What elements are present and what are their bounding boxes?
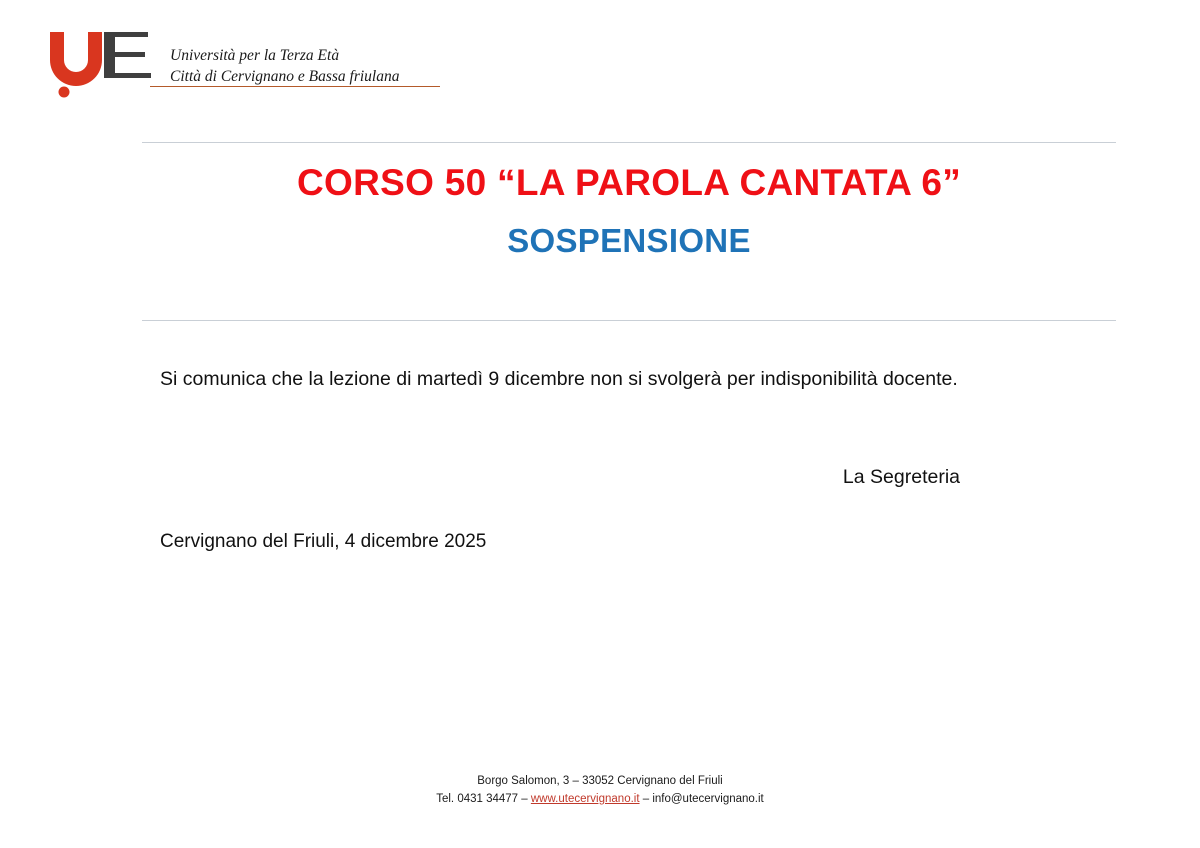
- footer-website-link[interactable]: www.utecervignano.it: [530, 792, 640, 805]
- footer-contacts: [0, 791, 1200, 809]
- page-title: CORSO 50 “LA PAROLA CANTATA 6”: [296, 162, 962, 203]
- notice-paragraph: Si comunica che la lezione di martedì 9 dicembre non si svolgerà per indisponibilità docente.: [160, 368, 958, 390]
- organization-line-2: Città di Cervignano e Bassa friulana: [170, 67, 400, 85]
- title-divider-top: [142, 142, 1116, 143]
- document-header: [44, 26, 400, 98]
- document-footer: [0, 773, 1200, 809]
- page-subtitle: SOSPENSIONE: [507, 222, 751, 260]
- title-divider-bottom: [142, 320, 1116, 321]
- organization-line-1: Università per la Terza Età: [170, 47, 340, 64]
- title-block: [142, 160, 1116, 262]
- ute-logo: [44, 26, 156, 98]
- organization-name: [170, 46, 400, 88]
- footer-email: – info@utecervignano.it: [639, 792, 764, 805]
- signature-text: La Segreteria: [842, 466, 960, 488]
- footer-address: Borgo Salomon, 3 – 33052 Cervignano del Friuli: [477, 775, 723, 787]
- logo-underline: [150, 86, 440, 87]
- place-and-date: Cervignano del Friuli, 4 dicembre 2025: [160, 531, 487, 552]
- footer-phone: Tel. 0431 34477 –: [436, 792, 531, 805]
